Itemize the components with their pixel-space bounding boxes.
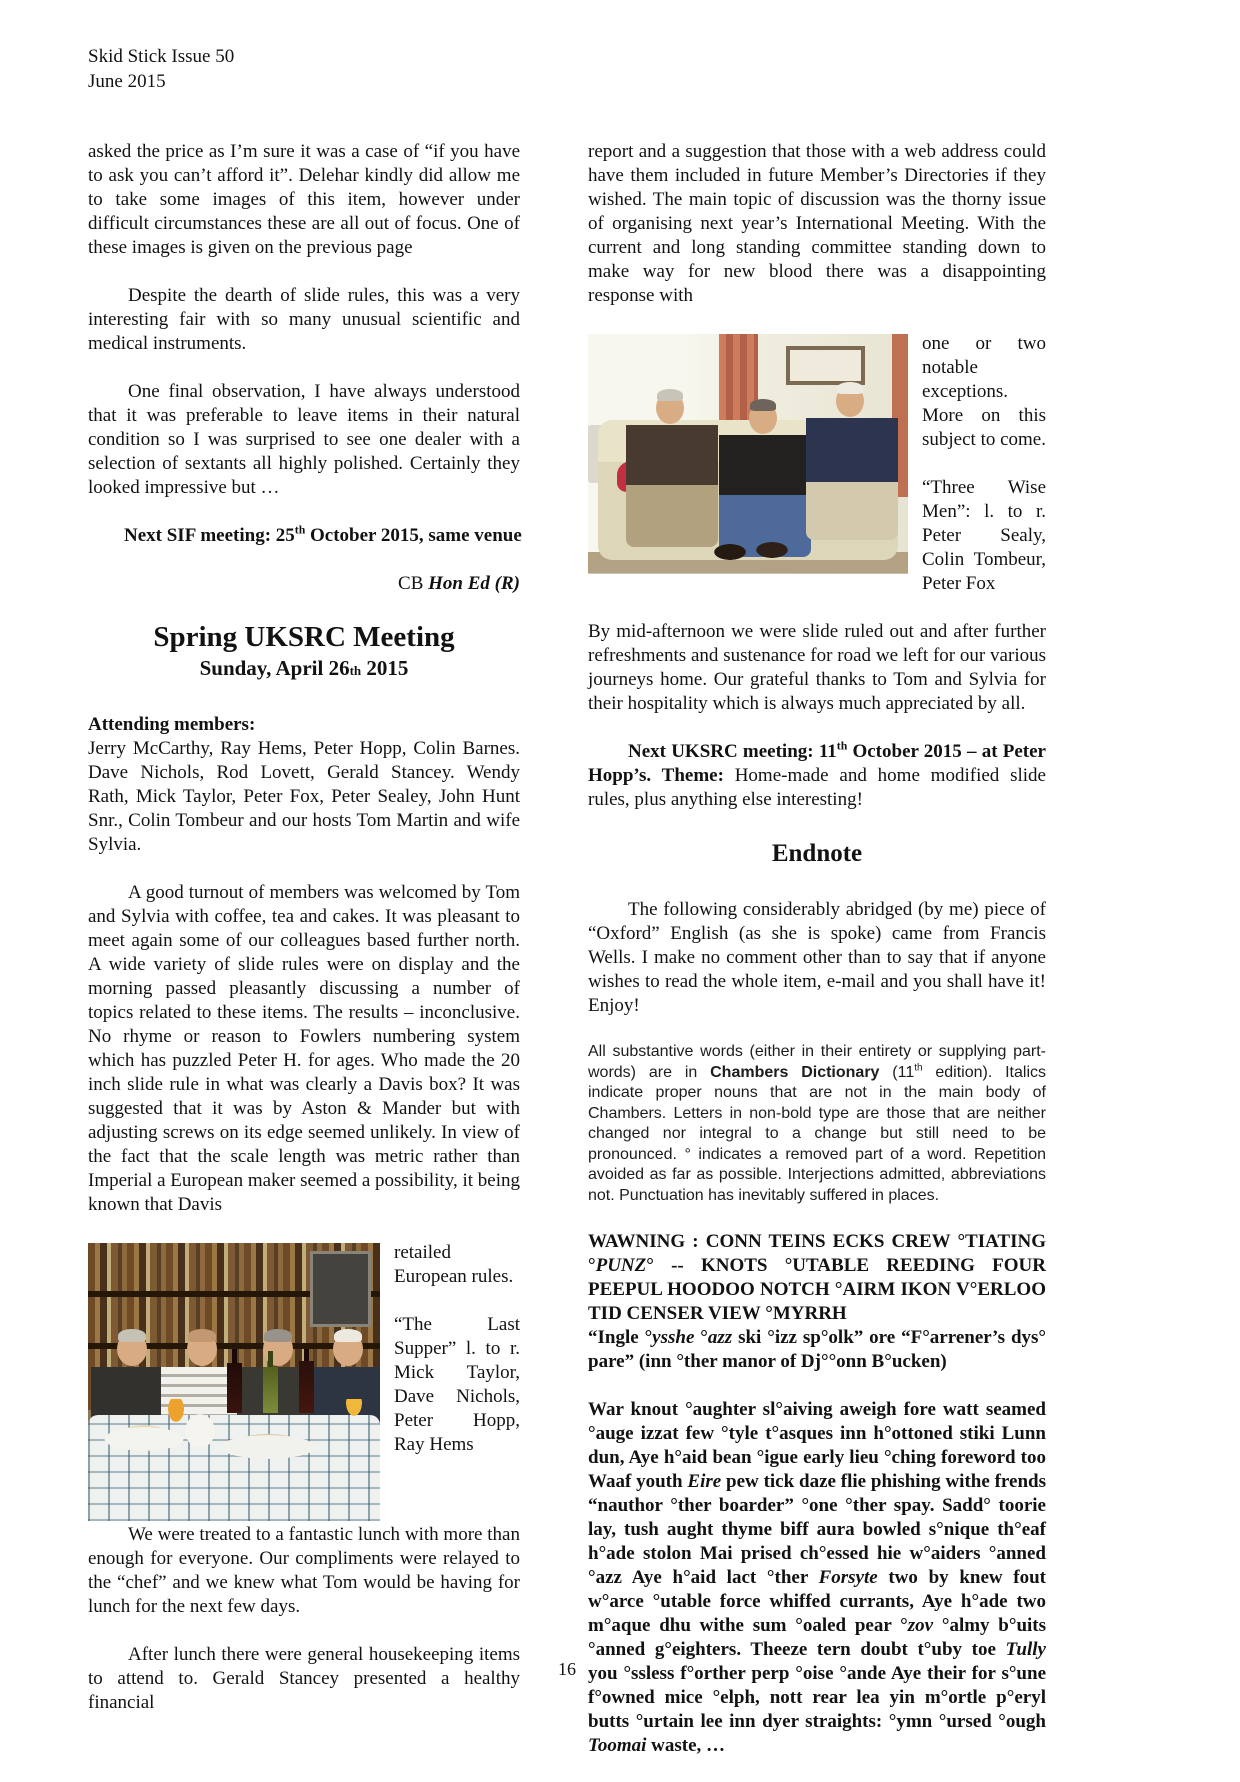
attending-members-label: Attending members:: [88, 714, 256, 735]
page-header: [88, 44, 1046, 94]
paragraph-final-observation: One final observation, I have always understood that it was preferable to leave items in their natural condition so I was surprised to see one dealer with a selection of sextants all highly polished. Certainly they looked impressive but …: [88, 381, 520, 498]
three-wise-men-caption: “Three Wise Men”: l. to r. Peter Sealy, Colin Tombeur, Peter Fox: [922, 477, 1046, 594]
attending-members: [88, 713, 520, 857]
left-column: [88, 140, 520, 1782]
page-number: 16: [558, 1659, 576, 1679]
last-supper-photo: [88, 1243, 380, 1521]
paragraph-by-mid-afternoon: By mid-afternoon we were slide ruled out and after further refreshments and sustenance for road we left for our various journeys home. Our grateful thanks to Tom and Sylvia for their hospitality which is always much appreciated by all.: [588, 621, 1046, 714]
spring-meeting-heading: Spring UKSRC Meeting: [153, 621, 455, 653]
endnote-heading: Endnote: [771, 840, 863, 867]
paragraph-after-lunch: After lunch there were general housekeeping items to attend to. Gerald Stancey presented a healthy financial: [88, 1644, 520, 1713]
paragraph-following: The following considerably abridged (by me) piece of “Oxford” English (as she is spoke) came from Francis Wells. I make no comment other than to say that if anyone wishes to read the whole item, e-mail and you shall have it! Enjoy!: [588, 899, 1046, 1016]
photo-person-colin-tombeur: [719, 399, 811, 557]
newsletter-title: Skid Stick Issue 50: [88, 46, 235, 67]
photo-dishes: [88, 1399, 380, 1488]
paragraph-report: report and a suggestion that those with a web address could have them included in future Member’s Directories if they wished. The main topic of discussion was the thorny issue of organising next year’s International Meeting. With the current and long standing committee standing down to make way for new blood there was a disappointing response with: [588, 141, 1046, 306]
caption-exceptions: one or two notable exceptions. More on this subject to come.: [922, 333, 1046, 450]
paragraph-lunch: We were treated to a fantastic lunch with more than enough for everyone. Our compliments were relayed to the “chef” and we knew what Tom would be having for lunch for the next few days.: [88, 1524, 520, 1617]
ingle-text: “Ingle °ysshe °azz ski °izz sp°olk” ore “F°arrener’s dys° pare” (inn °ther manor of Dj°°onn B°ucken): [588, 1327, 1046, 1372]
wawning-text: WAWNING : CONN TEINS ECKS CREW °TIATING °PUNZ° -- KNOTS °UTABLE REEDING FOUR PEEPUL HOODOO NOTCH °AIRM IKON V°ERLOO TID CENSER VIEW °MYRRH: [588, 1231, 1046, 1324]
uksrc-meeting-note: Next UKSRC meeting: 11th October 2015 – at Peter Hopp’s. Theme: Home-made and home modified slide rules, plus anything else interesting!: [588, 739, 1046, 810]
war-text: War knout °aughter sl°aiving aweigh fore watt seamed °auge izzat few °tyle t°asques inn h°ottoned stiki Lunn dun, Aye h°aid bean °igue early lieu °ching foreword too Waaf youth Eire pew tick daze flie phishing withe frends “nauthor °ther boarder” °one °ther spay. Sadd° toorie lay, tush aught thyme biff aura bowled s°nique th°eaf h°ade stolon Mai prised ch°essed hie w°aiders °anned °azz Aye h°aid lact °ther Forsyte two by knew fout w°arce °utable force whiffed currants, Aye h°ade two m°aque dhu withe sum °oaled pear °zov °almy b°uits °anned g°eighters. Theeze tern doubt t°uby toe Tully you °ssless f°orther perp °oise °ande Aye their for s°une f°owned mice °elph, nott rear lea yin m°ortle p°eryl butts °urtain lee inn dyer straights: °ymn °ursed °ough Toomai waste, …: [588, 1399, 1047, 1756]
photo-wall-picture: [786, 346, 864, 385]
attending-members-list: Jerry McCarthy, Ray Hems, Peter Hopp, Colin Barnes. Dave Nichols, Rod Lovett, Gerald Stancey. Wendy Rath, Mick Taylor, Peter Fox, Peter Sealey, John Hunt Snr., Colin Tombeur and our hosts Tom Martin and wife Sylvia.: [88, 738, 520, 855]
paragraph-turnout: A good turnout of members was welcomed by Tom and Sylvia with coffee, tea and cakes. It was pleasant to meet again some of our colleagues based further north. A wide variety of slide rules were on display and the morning passed pleasantly discussing a number of topics related to these items. The results – inconclusive. No rhyme or reason to Fowlers numbering system which has puzzled Peter H. for ages. Who made the 20 inch slide rule in what was clearly a Davis box? It was suggested that it was by Aston & Mander but with adjusting screws on its edge seemed unlikely. In view of the fact that the scale length was metric rather than Imperial a European maker seemed a possibility, it being known that Davis: [88, 882, 520, 1215]
right-column: [588, 140, 1046, 1782]
photo-person-peter-sealy: [626, 389, 718, 547]
spring-meeting-date: Sunday, April 26th 2015: [199, 656, 409, 680]
issue-date: June 2015: [88, 71, 166, 92]
photo-wall-picture: [310, 1251, 371, 1327]
two-column-body: [88, 140, 1046, 1782]
paragraph-turnout-continued: retailed European rules.: [394, 1242, 514, 1287]
photo-person-peter-fox: [806, 382, 898, 540]
paragraph-price: asked the price as I’m sure it was a case of “if you have to ask you can’t afford it”. Delehar kindly did allow me to take some images of this item, however under difficult circumstances these are all out of focus. One of these images is given on the previous page: [88, 141, 520, 258]
editor-byline: CB Hon Ed (R): [398, 573, 520, 594]
last-supper-caption: “The Last Supper” l. to r. Mick Taylor, Dave Nichols, Peter Hopp, Ray Hems: [394, 1314, 520, 1455]
paragraph-despite: Despite the dearth of slide rules, this was a very interesting fair with so many unusual scientific and medical instruments.: [88, 285, 520, 354]
sif-meeting-note: Next SIF meeting: 25th October 2015, same venue: [124, 523, 522, 546]
photo-shoes: [710, 540, 812, 564]
dictionary-note: All substantive words (either in their entirety or supplying part-words) are in Chambers Dictionary (11th edition). Italics indicate proper nouns that are not in the main body of Chambers. Letters in non-bold type are those that are neither changed nor integral to a change but still need to be pronounced. ° indicates a removed part of a word. Repetition avoided as far as possible. Interjections admitted, abbreviations not. Punctuation has inevitably suffered in places.: [588, 1043, 1047, 1204]
three-wise-men-photo: [588, 334, 908, 574]
